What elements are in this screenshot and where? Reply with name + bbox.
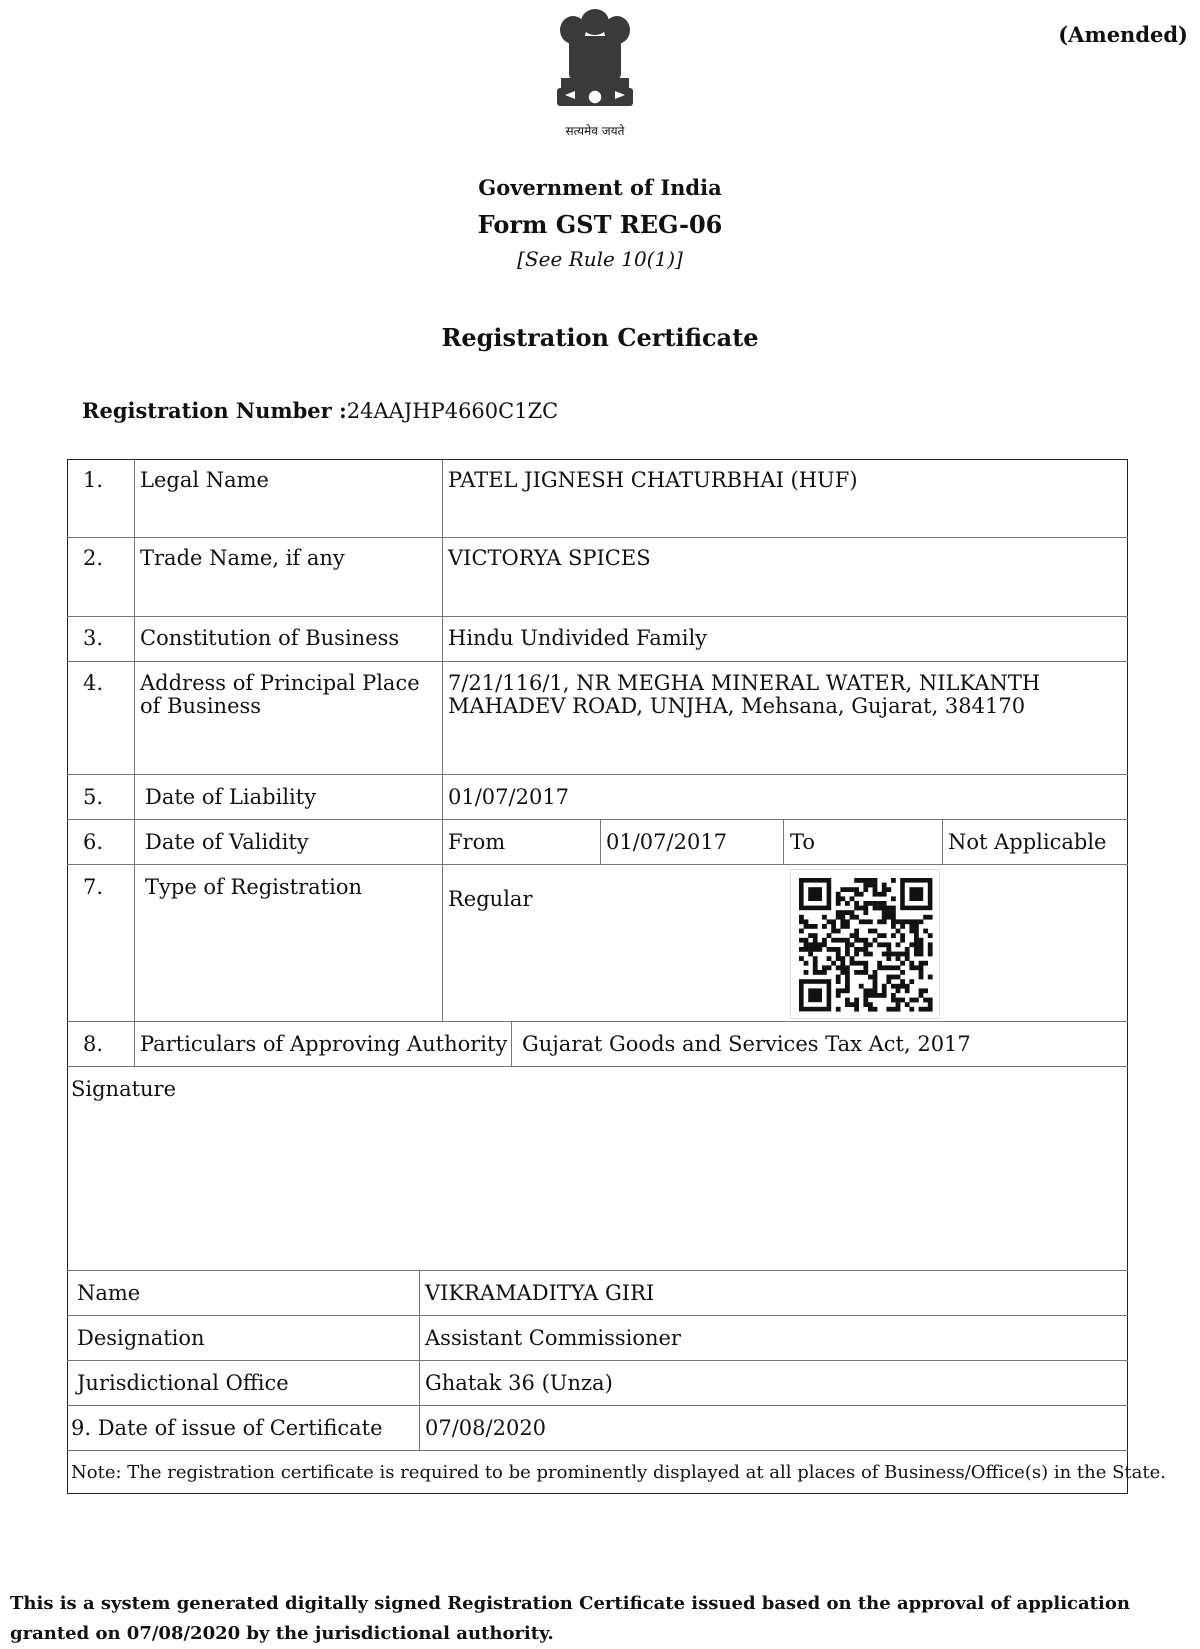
amended-label: (Amended) <box>1058 22 1188 47</box>
row-number: 5. <box>83 785 104 809</box>
row-number: 6. <box>83 830 104 854</box>
approving-authority-label: Particulars of Approving Authority <box>140 1032 508 1056</box>
qr-code-icon <box>790 869 940 1019</box>
designation-label: Designation <box>77 1326 205 1350</box>
row-number: 3. <box>83 626 104 650</box>
address-label: Address of Principal Place of Business <box>140 671 420 718</box>
jurisdictional-office-value: Ghatak 36 (Unza) <box>425 1371 613 1395</box>
validity-from-label: From <box>448 830 506 854</box>
row-number: 8. <box>83 1032 104 1056</box>
validity-from-value: 01/07/2017 <box>606 830 728 854</box>
validity-date-label: Date of Validity <box>145 830 309 854</box>
validity-to-value: Not Applicable <box>948 830 1107 854</box>
registration-number-label: Registration Number : <box>82 398 347 423</box>
issue-date-label: 9. Date of issue of Certificate <box>71 1416 383 1440</box>
issue-date-value: 07/08/2020 <box>425 1416 547 1440</box>
form-title: Form GST REG-06 <box>477 210 723 239</box>
legal-name-value: PATEL JIGNESH CHATURBHAI (HUF) <box>448 468 858 492</box>
constitution-label: Constitution of Business <box>140 626 400 650</box>
validity-to-label: To <box>790 830 816 854</box>
emblem-motto: सत्यमेव जयते <box>565 124 625 138</box>
officer-name-value: VIKRAMADITYA GIRI <box>425 1281 655 1305</box>
trade-name-value: VICTORYA SPICES <box>448 546 651 570</box>
liability-date-label: Date of Liability <box>145 785 317 809</box>
designation-value: Assistant Commissioner <box>425 1326 681 1350</box>
registration-type-value: Regular <box>448 887 533 911</box>
certificate-title: Registration Certificate <box>441 323 759 352</box>
row-number: 4. <box>83 671 104 695</box>
system-generated-footer: This is a system generated digitally signed Registration Certificate issued based on the approval of application granted on 07/08/2020 by the jurisdictional authority. <box>10 1593 1130 1644</box>
registration-type-label: Type of Registration <box>145 875 363 899</box>
row-number: 2. <box>83 546 104 570</box>
address-value: 7/21/116/1, NR MEGHA MINERAL WATER, NILKANTH MAHADEV ROAD, UNJHA, Mehsana, Gujarat, 384170 <box>448 671 1041 718</box>
liability-date-value: 01/07/2017 <box>448 785 570 809</box>
registration-number-line <box>82 398 558 423</box>
government-heading: Government of India <box>478 175 722 200</box>
national-emblem-icon <box>525 0 665 138</box>
approving-authority-value: Gujarat Goods and Services Tax Act, 2017 <box>522 1032 971 1056</box>
legal-name-label: Legal Name <box>140 468 269 492</box>
trade-name-label: Trade Name, if any <box>140 546 345 570</box>
constitution-value: Hindu Undivided Family <box>448 626 708 650</box>
row-number: 7. <box>83 875 104 899</box>
row-number: 1. <box>83 468 104 492</box>
signature-label: Signature <box>71 1077 177 1101</box>
display-note: Note: The registration certificate is required to be prominently displayed at all places of Business/Office(s) in the State. <box>71 1462 1166 1483</box>
rule-reference: [See Rule 10(1)] <box>517 247 683 271</box>
officer-name-label: Name <box>77 1281 141 1305</box>
registration-number-value: 24AAJHP4660C1ZC <box>346 399 559 423</box>
jurisdictional-office-label: Jurisdictional Office <box>77 1371 289 1395</box>
